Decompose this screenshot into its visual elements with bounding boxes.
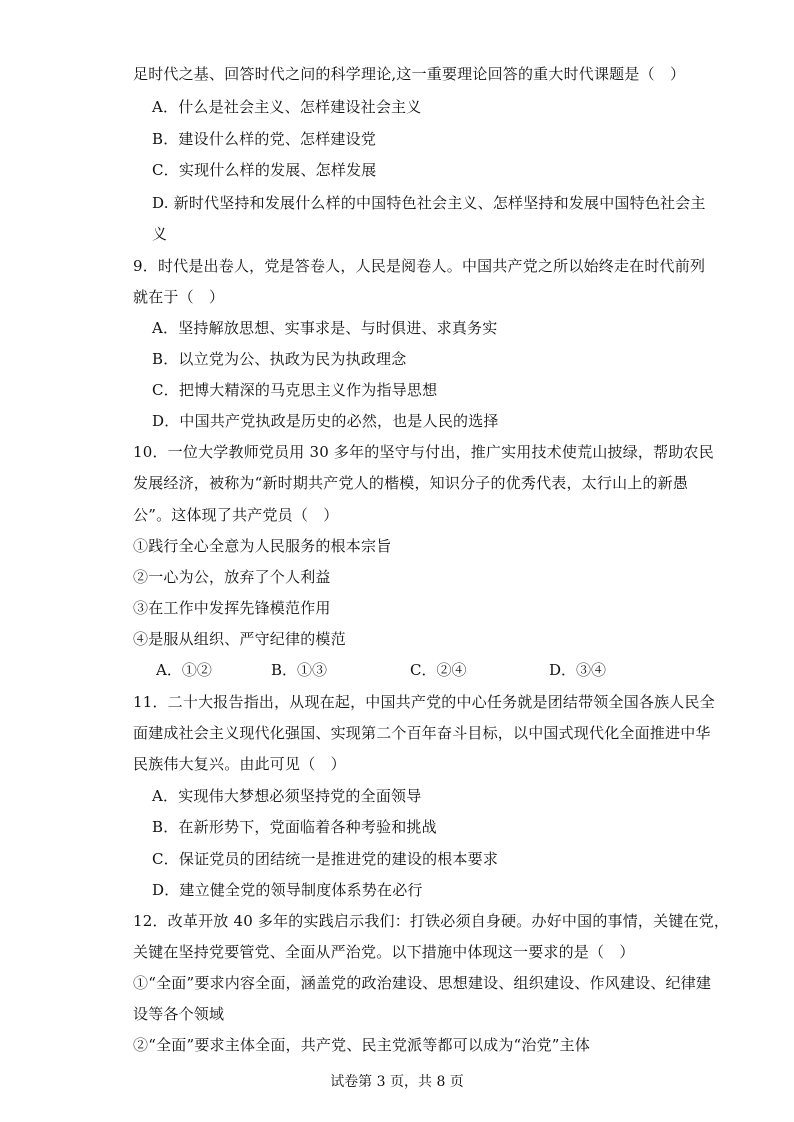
q10-option-a: A．①②: [156, 661, 212, 679]
q10-stem-line1: 10．一位大学教师党员用 30 多年的坚守与付出，推广实用技术使荒山披绿，帮助农民: [133, 443, 714, 461]
q11-option-c: C．保证党员的团结统一是推进党的建设的根本要求: [152, 850, 499, 868]
q9-stem-line1: 9．时代是出卷人，党是答卷人，人民是阅卷人。中国共产党之所以始终走在时代前列: [133, 257, 706, 275]
q10-statement-2: ②一心为公，放弃了个人利益: [133, 568, 331, 586]
q12-statement-1-wrap: 设等各个领域: [133, 1005, 225, 1023]
page-footer: 试卷第 3 页，共 8 页: [330, 1074, 464, 1090]
q11-option-d: D．建立健全党的领导制度体系势在必行: [152, 881, 423, 899]
q11-option-b: B．在新形势下，党面临着各种考验和挑战: [152, 818, 437, 836]
q10-statement-1: ①践行全心全意为人民服务的根本宗旨: [133, 537, 392, 555]
q10-option-c: C．②④: [410, 661, 467, 679]
q9-option-d: D．中国共产党执政是历史的必然，也是人民的选择: [152, 412, 499, 430]
q8-option-a: A．什么是社会主义、怎样建设社会主义: [152, 98, 422, 116]
q8-option-c: C．实现什么样的发展、怎样发展: [152, 161, 377, 179]
q11-stem-line3: 民族伟大复兴。由此可见（ ）: [133, 755, 346, 773]
q10-statement-4: ④是服从组织、严守纪律的模范: [133, 630, 346, 648]
q10-stem-line3: 公”。这体现了共产党员（ ）: [133, 506, 339, 524]
q9-stem-line2: 就在于（ ）: [133, 288, 225, 306]
q12-statement-1: ①“全面”要求内容全面，涵盖党的政治建设、思想建设、组织建设、作风建设、纪律建: [133, 974, 712, 992]
q8-stem-continuation: 足时代之基、回答时代之问的科学理论,这一重要理论回答的重大时代课题是（ ）: [133, 65, 686, 83]
q11-option-a: A．实现伟大梦想必须坚持党的全面领导: [152, 787, 422, 805]
q9-option-c: C．把博大精深的马克思主义作为指导思想: [152, 381, 438, 399]
q9-option-b: B．以立党为公、执政为民为执政理念: [152, 350, 407, 368]
q12-statement-2: ②“全面”要求主体全面，共产党、民主党派等都可以成为“治党”主体: [133, 1036, 591, 1054]
q11-stem-line2: 面建成社会主义现代化强国、实现第二个百年奋斗目标，以中国式现代化全面推进中华: [133, 724, 711, 742]
q10-stem-line2: 发展经济，被称为“新时期共产党人的楷模，知识分子的优秀代表，太行山上的新愚: [133, 474, 689, 492]
q9-option-a: A．坚持解放思想、实事求是、与时俱进、求真务实: [152, 319, 498, 337]
q11-stem-line1: 11．二十大报告指出，从现在起，中国共产党的中心任务就是团结带领全国各族人民全: [133, 693, 715, 711]
q10-option-d: D．③④: [549, 661, 607, 679]
q8-option-b: B．建设什么样的党、怎样建设党: [152, 130, 377, 148]
q12-stem-line2: 关键在坚持党要管党、全面从严治党。以下措施中体现这一要求的是（ ）: [133, 943, 635, 961]
q8-option-d-wrap: 义: [152, 225, 168, 243]
q10-option-b: B．①③: [271, 661, 328, 679]
q8-option-d: D. 新时代坚持和发展什么样的中国特色社会主义、怎样坚持和发展中国特色社会主: [152, 194, 706, 212]
q12-stem-line1: 12．改革开放 40 多年的实践启示我们：打铁必须自身硬。办好中国的事情，关键在党，: [133, 912, 730, 930]
q10-statement-3: ③在工作中发挥先锋模范作用: [133, 599, 331, 617]
